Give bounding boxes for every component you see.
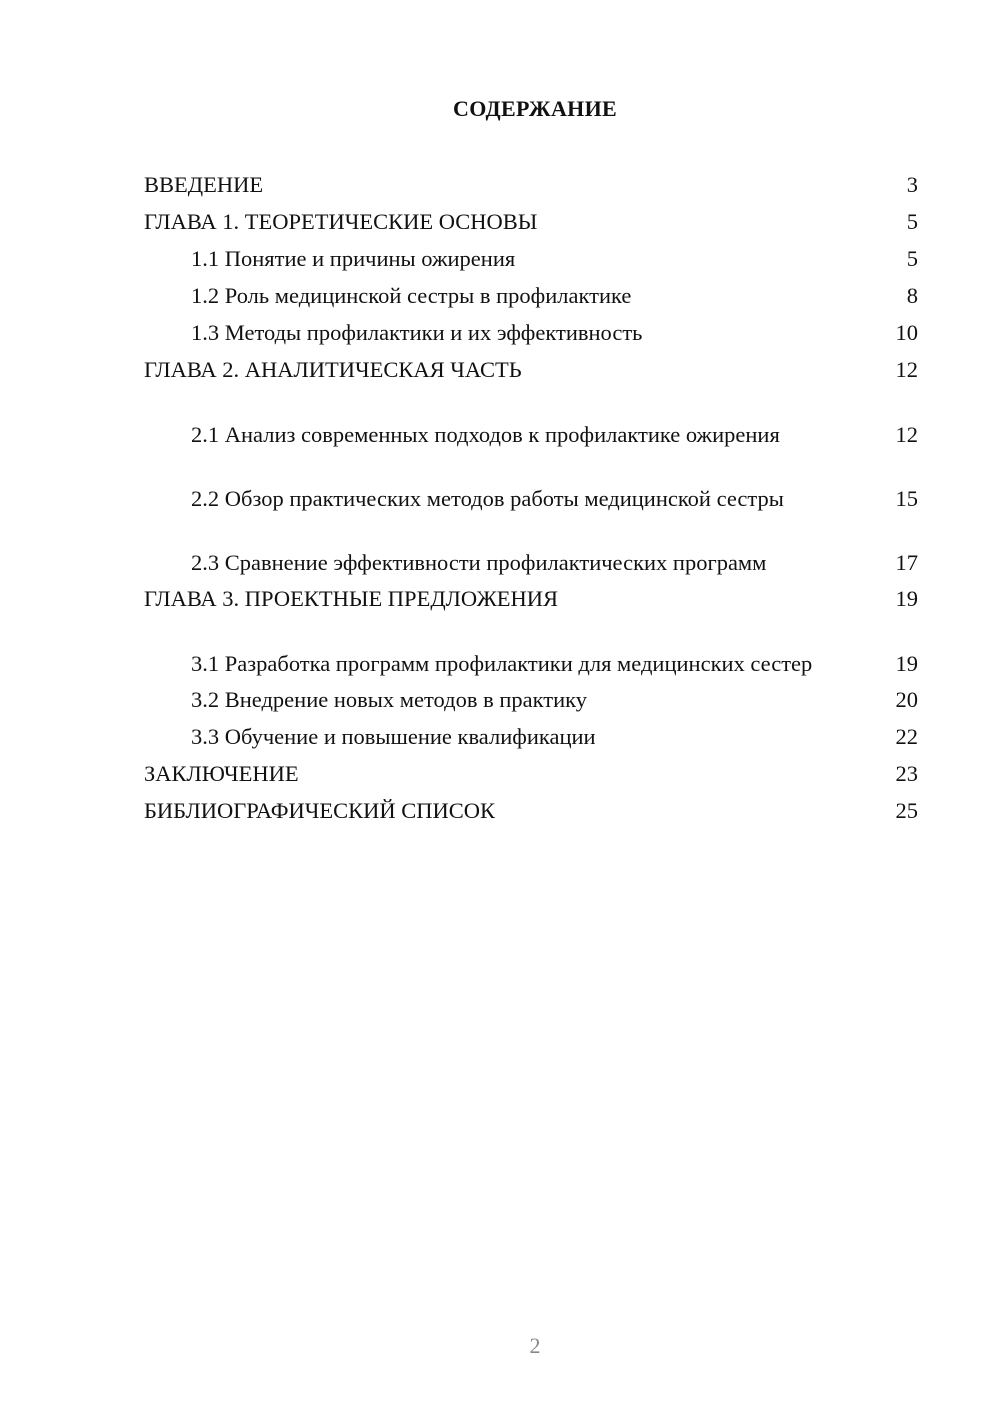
toc-entry-label: 2.3 Сравнение эффективности профилактических программ xyxy=(191,550,767,575)
toc-entry-bibliography[interactable] xyxy=(144,792,918,829)
toc-entry-section-3-3[interactable] xyxy=(144,718,918,755)
toc-entry-label: ГЛАВА 2. АНАЛИТИЧЕСКАЯ ЧАСТЬ xyxy=(144,357,522,382)
toc-entry-label: БИБЛИОГРАФИЧЕСКИЙ СПИСОК xyxy=(144,798,496,823)
toc-entry-page: 15 xyxy=(895,486,918,511)
table-of-contents xyxy=(144,166,918,829)
toc-entry-page: 19 xyxy=(895,651,918,676)
toc-entry-label: ГЛАВА 1. ТЕОРЕТИЧЕСКИЕ ОСНОВЫ xyxy=(144,209,538,234)
toc-entry-label: 3.1 Разработка программ профилактики для медицинских сестер xyxy=(191,651,813,676)
toc-entry-label: 3.2 Внедрение новых методов в практику xyxy=(191,687,587,712)
toc-entry-page: 19 xyxy=(895,586,918,611)
toc-entry-section-1-3[interactable] xyxy=(144,314,918,351)
toc-entry-label: 1.1 Понятие и причины ожирения xyxy=(191,246,516,271)
toc-entry-page: 5 xyxy=(906,246,918,271)
page-number: 2 xyxy=(529,1333,541,1358)
toc-entry-label: 3.3 Обучение и повышение квалификации xyxy=(191,724,596,749)
toc-entry-label: ВВЕДЕНИЕ xyxy=(144,172,264,197)
toc-entry-label: 1.2 Роль медицинской сестры в профилактике xyxy=(191,283,632,308)
toc-entry-page: 25 xyxy=(895,798,918,823)
toc-entry-label: ГЛАВА 3. ПРОЕКТНЫЕ ПРЕДЛОЖЕНИЯ xyxy=(144,586,559,611)
toc-entry-chapter-1[interactable] xyxy=(144,203,918,240)
page-title: СОДЕРЖАНИЕ xyxy=(453,96,617,121)
toc-entry-section-1-2[interactable] xyxy=(144,277,918,314)
toc-entry-page: 20 xyxy=(895,687,918,712)
toc-entry-chapter-3[interactable] xyxy=(144,580,918,617)
toc-entry-page: 17 xyxy=(895,550,918,575)
toc-entry-page: 8 xyxy=(906,283,918,308)
toc-entry-page: 5 xyxy=(906,209,918,234)
toc-entry-page: 10 xyxy=(895,320,918,345)
toc-entry-label: 2.1 Анализ современных подходов к профилактике ожирения xyxy=(191,422,780,447)
toc-entry-chapter-2[interactable] xyxy=(144,351,918,388)
toc-entry-page: 12 xyxy=(895,357,918,382)
toc-entry-section-2-2[interactable] xyxy=(144,452,918,516)
toc-entry-conclusion[interactable] xyxy=(144,755,918,792)
toc-entry-section-3-1[interactable] xyxy=(144,617,918,681)
toc-entry-label: 2.2 Обзор практических методов работы медицинской сестры xyxy=(191,486,784,511)
toc-entry-section-3-2[interactable] xyxy=(144,681,918,718)
toc-entry-label: ЗАКЛЮЧЕНИЕ xyxy=(144,761,299,786)
toc-entry-page: 3 xyxy=(906,172,918,197)
toc-entry-label: 1.3 Методы профилактики и их эффективность xyxy=(191,320,643,345)
toc-entry-section-2-1[interactable] xyxy=(144,388,918,452)
toc-entry-introduction[interactable] xyxy=(144,166,918,203)
toc-entry-page: 12 xyxy=(895,422,918,447)
toc-entry-section-2-3[interactable] xyxy=(144,516,918,580)
toc-entry-page: 23 xyxy=(895,761,918,786)
toc-entry-page: 22 xyxy=(895,724,918,749)
toc-entry-section-1-1[interactable] xyxy=(144,240,918,277)
